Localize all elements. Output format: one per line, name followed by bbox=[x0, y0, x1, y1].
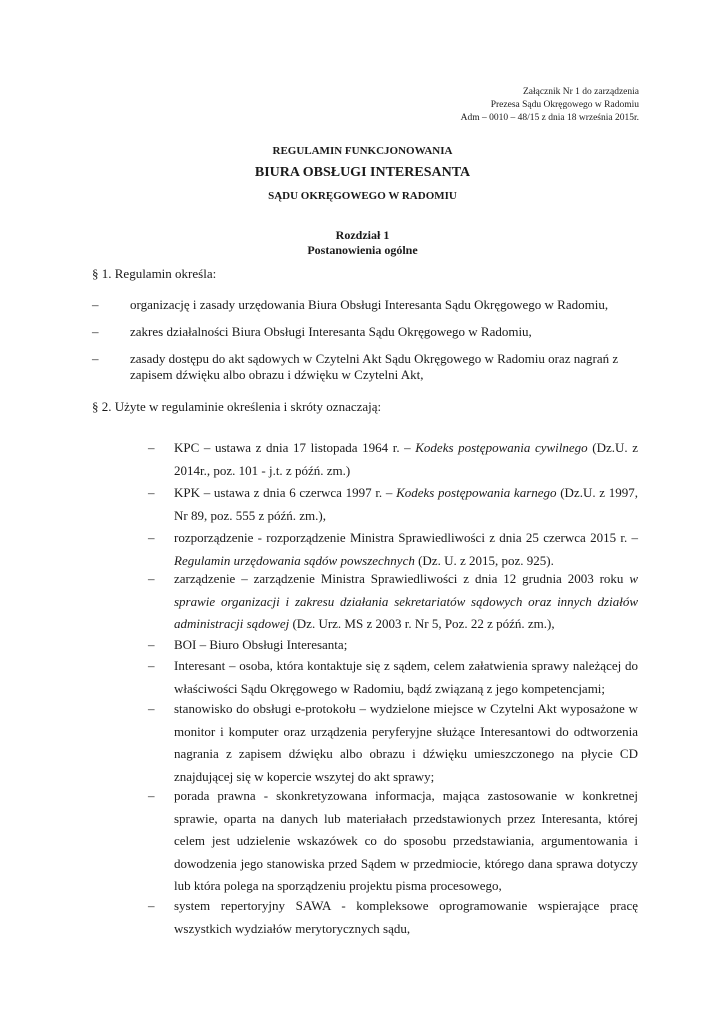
definition-text: system repertoryjny SAWA - kompleksowe oprogramowanie wspierające pracę wszystkich wydziałów merytorycznych sądu, bbox=[174, 898, 638, 936]
list-dash: – bbox=[148, 440, 155, 455]
title-line-3: SĄDU OKRĘGOWEGO W RADOMIU bbox=[268, 190, 457, 202]
list-dash: – bbox=[148, 701, 155, 716]
definition-item bbox=[148, 655, 638, 700]
section-1-item-text: organizację i zasady urzędowania Biura Obsługi Interesanta Sądu Okręgowego w Radomiu, bbox=[130, 297, 609, 312]
definition-text: porada prawna - skonkretyzowana informacja, mająca zastosowanie w konkretnej sprawie, oparta na danych lub materiałach przedstawionych przez Interesanta, której celem jest udzielenie wskazówek co do sposobu przedstawiania, argumentowania i dowodzenia jego stanowiska przed Sądem w przedmiocie, którego dana sprawa dotyczy lub która polega na sporządzeniu projektu pisma procesowego, bbox=[174, 788, 638, 893]
title-line-2: BIURA OBSŁUGI INTERESANTA bbox=[254, 165, 471, 180]
chapter-number: Rozdział 1 bbox=[335, 228, 390, 242]
definition-item bbox=[148, 785, 638, 898]
definition-text: BOI – Biuro Obsługi Interesanta; bbox=[174, 637, 348, 652]
definition-text: zarządzenie – zarządzenie Ministra Sprawiedliwości z dnia 12 grudnia 2003 roku w sprawie organizacji i zakresu działania sekretariatów sądowych oraz innych działów administracji sądowej (Dz. Urz. MS z 2003 r. Nr 5, Poz. 22 z późń. zm.), bbox=[174, 571, 638, 631]
definition-item bbox=[148, 482, 638, 527]
section-1-item bbox=[92, 324, 638, 340]
list-dash: – bbox=[92, 297, 99, 312]
list-dash: – bbox=[148, 485, 155, 500]
list-dash: – bbox=[148, 571, 155, 586]
definition-item bbox=[148, 527, 638, 572]
list-dash: – bbox=[148, 658, 155, 673]
definition-item bbox=[148, 568, 638, 636]
section-1-item bbox=[92, 297, 638, 313]
definition-text: rozporządzenie - rozporządzenie Ministra Sprawiedliwości z dnia 25 czerwca 2015 r. – Regulamin urzędowania sądów powszechnych (Dz. U. z 2015, poz. 925). bbox=[174, 530, 638, 568]
definition-item bbox=[148, 634, 638, 657]
list-dash: – bbox=[148, 637, 155, 652]
definition-text: KPK – ustawa z dnia 6 czerwca 1997 r. – Kodeks postępowania karnego (Dz.U. z 1997, Nr 89, poz. 555 z późń. zm.), bbox=[174, 485, 638, 523]
definition-item bbox=[148, 698, 638, 788]
header-line-2: Prezesa Sądu Okręgowego w Radomiu bbox=[490, 100, 639, 110]
header-line-3: Adm – 0010 – 48/15 z dnia 18 września 2015r. bbox=[460, 113, 639, 123]
definition-item bbox=[148, 437, 638, 482]
list-dash: – bbox=[92, 351, 99, 366]
section-1-intro: § 1. Regulamin określa: bbox=[92, 266, 217, 281]
definition-text: KPC – ustawa z dnia 17 listopada 1964 r. – Kodeks postępowania cywilnego (Dz.U. z 2014r., poz. 101 - j.t. z późń. zm.) bbox=[174, 440, 638, 478]
definition-text: stanowisko do obsługi e-protokołu – wydzielone miejsce w Czytelni Akt wyposażone w monitor i komputer oraz urządzenia peryferyjne służące Interesantowi do odtworzenia nagrania z zapisem dźwięku albo obrazu i dźwięku umieszczonego na płycie CD znajdującej się w kopercie wszytej do akt sprawy; bbox=[174, 701, 638, 784]
header-line-1: Załącznik Nr 1 do zarządzenia bbox=[522, 87, 639, 97]
title-line-1: REGULAMIN FUNKCJONOWANIA bbox=[272, 145, 453, 157]
chapter-name: Postanowienia ogólne bbox=[307, 243, 418, 257]
list-dash: – bbox=[148, 898, 155, 913]
list-dash: – bbox=[148, 788, 155, 803]
list-dash: – bbox=[148, 530, 155, 545]
section-1-item-text: zakres działalności Biura Obsługi Interesanta Sądu Okręgowego w Radomiu, bbox=[130, 324, 532, 339]
section-2-intro: § 2. Użyte w regulaminie określenia i skróty oznaczają: bbox=[92, 399, 382, 414]
definition-text: Interesant – osoba, która kontaktuje się z sądem, celem załatwienia sprawy należącej do właściwości Sądu Okręgowego w Radomiu, bądź związaną z jego kompetencjami; bbox=[174, 658, 638, 696]
section-1-item-text: zasady dostępu do akt sądowych w Czytelni Akt Sądu Okręgowego w Radomiu oraz nagrań z zapisem dźwięku albo obrazu i dźwięku w Czytelni Akt, bbox=[130, 351, 619, 382]
attachment-header bbox=[461, 86, 639, 125]
definition-item bbox=[148, 895, 638, 940]
list-dash: – bbox=[92, 324, 99, 339]
section-1-item bbox=[92, 351, 638, 383]
